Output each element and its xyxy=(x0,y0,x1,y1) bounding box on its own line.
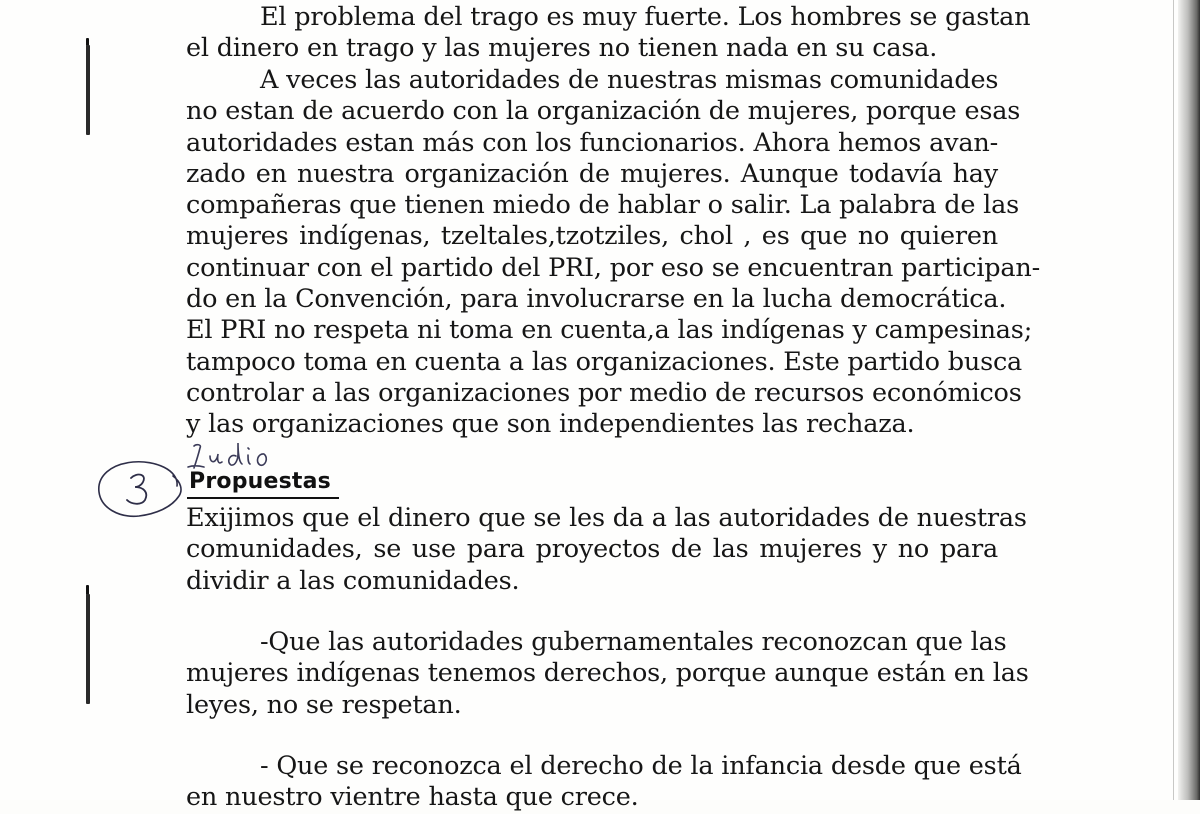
text-line: -Que las autoridades gubernamentales reconozcan que las xyxy=(260,627,1007,657)
text-line: en nuestro vientre hasta que crece. xyxy=(186,782,639,813)
scan-edge xyxy=(1178,0,1200,800)
section-heading: Propuestas xyxy=(189,469,331,494)
paragraph-trago xyxy=(186,2,1031,65)
text-line: mujeres indígenas tenemos derechos, porque aunque están en las xyxy=(186,658,1029,689)
circled-number-annotation xyxy=(93,456,187,524)
proposal-infancia xyxy=(186,751,1022,814)
text-line: comunidades, se use para proyectos de las mujeres y no para xyxy=(186,534,998,565)
text-line: A veces las autoridades de nuestras mismas comunidades xyxy=(260,65,999,95)
text-line: do en la Convención, para involucrarse en la lucha democrática. xyxy=(186,284,1007,315)
text-line: El problema del trago es muy fuerte. Los hombres se gastan xyxy=(260,2,1031,32)
text-line: - Que se reconozca el derecho de la infancia desde que está xyxy=(260,751,1022,781)
text-line: y las organizaciones que son independientes las rechaza. xyxy=(186,409,915,440)
paragraph-autoridades xyxy=(186,65,1041,441)
text-line: tampoco toma en cuenta a las organizaciones. Este partido busca xyxy=(186,346,1023,377)
text-line: compañeras que tienen miedo de hablar o salir. La palabra de las xyxy=(186,190,1020,221)
proposal-dinero xyxy=(186,503,1027,597)
text-line: dividir a las comunidades. xyxy=(186,565,520,596)
text-line: controlar a las organizaciones por medio de recursos económicos xyxy=(186,377,1022,408)
text-line: mujeres indígenas, tzeltales,tzotziles, chol , es que no quieren xyxy=(186,221,998,252)
text-line: El PRI no respeta ni toma en cuenta,a las indígenas y campesinas; xyxy=(186,315,1033,346)
text-line: el dinero en trago y las mujeres no tienen nada en su casa. xyxy=(186,33,938,64)
heading-underline xyxy=(187,497,339,499)
text-line: zado en nuestra organización de mujeres. Aunque todavía hay xyxy=(186,158,998,189)
text-line: Exijimos que el dinero que se les da a las autoridades de nuestras xyxy=(186,503,1027,533)
scan-edge-line xyxy=(1173,0,1174,800)
handwritten-note xyxy=(186,440,296,472)
text-line: autoridades estan más con los funcionarios. Ahora hemos avan- xyxy=(186,127,998,158)
proposal-derechos xyxy=(186,627,1029,721)
text-line: continuar con el partido del PRI, por eso se encuentran participan- xyxy=(186,252,1041,283)
margin-mark xyxy=(86,45,90,135)
text-line: no estan de acuerdo con la organización de mujeres, porque esas xyxy=(186,96,1021,127)
margin-mark xyxy=(86,594,90,704)
text-line: leyes, no se respetan. xyxy=(186,689,462,720)
